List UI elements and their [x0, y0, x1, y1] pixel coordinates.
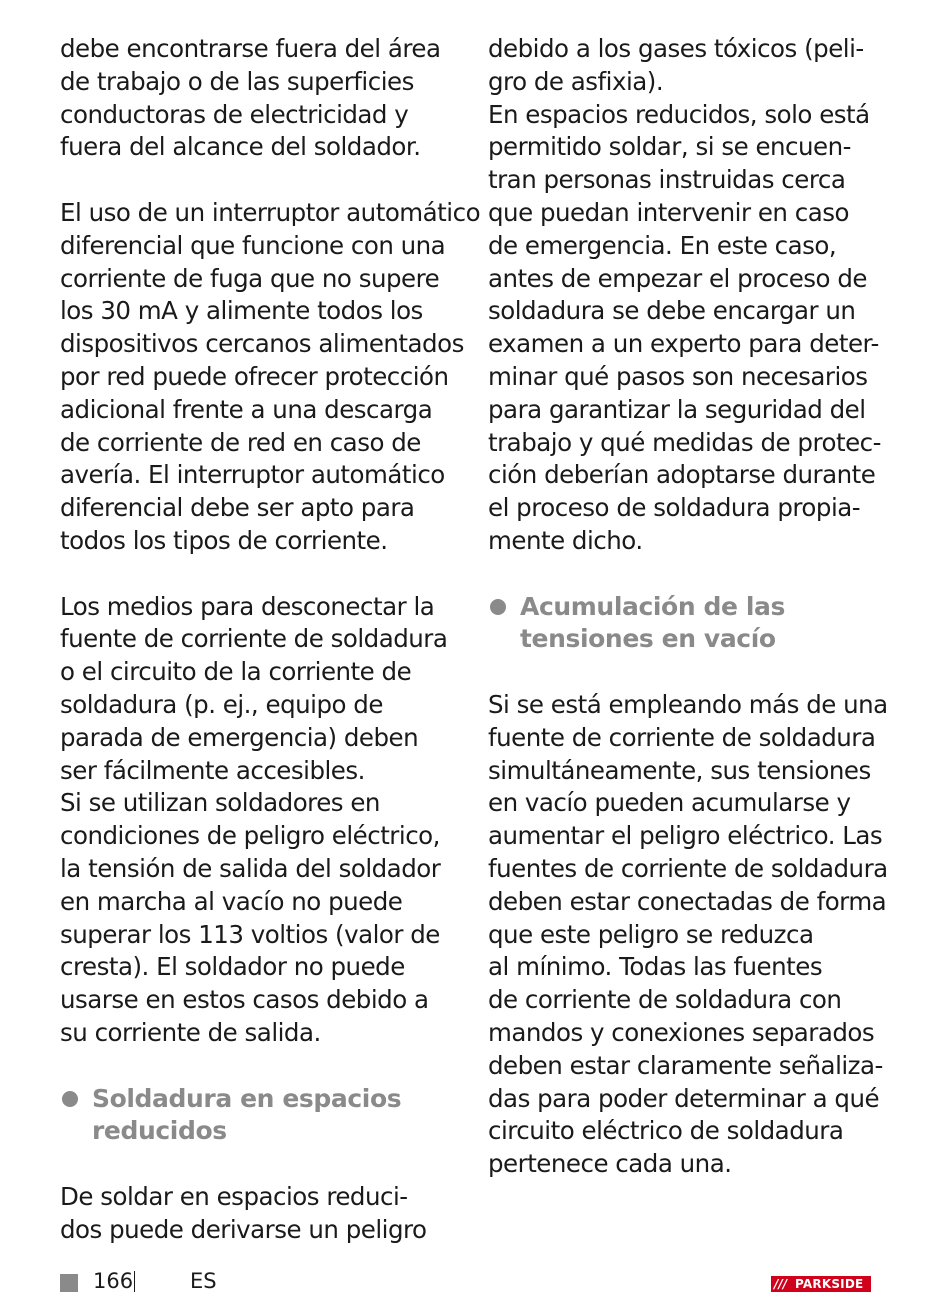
bullet-icon	[490, 599, 506, 615]
text-line: el proceso de soldadura propia-	[488, 493, 861, 523]
text-line: usarse en estos casos debido a	[60, 985, 429, 1015]
text-line: avería. El interruptor automático	[60, 460, 445, 490]
text-line: conductoras de electricidad y	[60, 99, 409, 129]
text-line: los 30 mA y alimente todos los	[60, 296, 423, 326]
text-line: soldadura (p. ej., equipo de	[60, 689, 383, 719]
text-line: que este peligro se reduzca	[488, 919, 814, 949]
bullet-icon	[62, 1091, 78, 1107]
text-line: permitido soldar, si se encuen-	[488, 132, 851, 162]
text-line: fuentes de corriente de soldadura	[488, 853, 888, 883]
paragraph	[60, 197, 480, 558]
paragraph	[488, 33, 898, 558]
text-line: En espacios reducidos, solo está	[488, 99, 870, 129]
text-line: diferencial debe ser apto para	[60, 493, 415, 523]
heading-line: Soldadura en espacios	[92, 1083, 402, 1113]
paragraph-gap	[488, 558, 898, 591]
text-line: De soldar en espacios reduci-	[60, 1181, 408, 1211]
text-line: mente dicho.	[488, 525, 643, 555]
right-column	[488, 33, 898, 1181]
text-line: Si se está empleando más de una	[488, 689, 888, 719]
text-line: de emergencia. En este caso,	[488, 230, 837, 260]
text-line: fuente de corriente de soldadura	[60, 624, 448, 654]
text-line: gro de asfixia).	[488, 66, 664, 96]
page-footer	[0, 1268, 950, 1298]
text-line: por red puede ofrecer protección	[60, 361, 449, 391]
text-line: debido a los gases tóxicos (peli-	[488, 34, 864, 63]
left-column	[60, 33, 480, 1246]
text-line: todos los tipos de corriente.	[60, 525, 388, 555]
paragraph	[60, 33, 480, 164]
text-line: antes de empezar el proceso de	[488, 263, 867, 293]
paragraph-gap	[60, 558, 480, 591]
text-line: aumentar el peligro eléctrico. Las	[488, 821, 883, 851]
text-line: la tensión de salida del soldador	[60, 853, 441, 883]
text-line: al mínimo. Todas las fuentes	[488, 952, 823, 982]
text-line: dos puede derivarse un peligro	[60, 1214, 427, 1244]
text-line: trabajo y qué medidas de protec-	[488, 427, 881, 457]
text-line: fuente de corriente de soldadura	[488, 722, 876, 752]
language-code: ES	[190, 1269, 217, 1293]
text-line: superar los 113 voltios (valor de	[60, 919, 440, 949]
logo-stripes-icon: ///	[774, 1277, 788, 1291]
paragraph-gap	[60, 164, 480, 197]
text-line: Si se utilizan soldadores en	[60, 788, 380, 818]
text-line: circuito eléctrico de soldadura	[488, 1116, 844, 1146]
heading-line: reducidos	[92, 1116, 227, 1146]
text-line: condiciones de peligro eléctrico,	[60, 821, 440, 851]
text-line: o el circuito de la corriente de	[60, 657, 412, 687]
text-line: cresta). El soldador no puede	[60, 952, 405, 982]
text-line: minar qué pasos son necesarios	[488, 361, 868, 391]
paragraph	[60, 1181, 480, 1247]
text-line: su corriente de salida.	[60, 1017, 321, 1047]
text-line: que puedan intervenir en caso	[488, 197, 849, 227]
page-marker-square	[60, 1274, 78, 1292]
text-line: de corriente de red en caso de	[60, 427, 421, 457]
text-line: deben estar conectadas de forma	[488, 886, 887, 916]
text-line: das para poder determinar a qué	[488, 1083, 880, 1113]
paragraph	[60, 591, 480, 1050]
text-line: tran personas instruidas cerca	[488, 165, 846, 195]
section-heading	[488, 591, 898, 657]
text-line: pertenece cada una.	[488, 1149, 732, 1179]
paragraph-gap	[488, 656, 898, 689]
text-line: soldadura se debe encargar un	[488, 296, 856, 326]
logo-brand-name: PARKSIDE	[795, 1277, 864, 1291]
text-line: simultáneamente, sus tensiones	[488, 755, 871, 785]
text-line: de trabajo o de las superficies	[60, 66, 414, 96]
text-line: Los medios para desconectar la	[60, 591, 435, 621]
text-line: fuera del alcance del soldador.	[60, 132, 421, 162]
text-line: ción deberían adoptarse durante	[488, 460, 876, 490]
text-line: parada de emergencia) deben	[60, 722, 419, 752]
paragraph-gap	[60, 1050, 480, 1083]
text-line: debe encontrarse fuera del área	[60, 34, 441, 63]
text-line: adicional frente a una descarga	[60, 394, 433, 424]
parkside-logo	[771, 1276, 871, 1292]
section-heading	[60, 1083, 480, 1149]
text-line: mandos y conexiones separados	[488, 1017, 875, 1047]
text-line: deben estar claramente señaliza-	[488, 1050, 883, 1080]
text-line: en vacío pueden acumularse y	[488, 788, 851, 818]
text-line: para garantizar la seguridad del	[488, 394, 866, 424]
paragraph-gap	[60, 1148, 480, 1181]
text-line: corriente de fuga que no supere	[60, 263, 440, 293]
text-line: diferencial que funcione con una	[60, 230, 446, 260]
page-number: 166	[93, 1269, 134, 1293]
heading-line: tensiones en vacío	[520, 624, 776, 654]
heading-line: Acumulación de las	[520, 591, 785, 621]
paragraph	[488, 689, 898, 1181]
text-line: de corriente de soldadura con	[488, 985, 842, 1015]
text-line: El uso de un interruptor automático	[60, 197, 481, 227]
text-line: examen a un experto para deter-	[488, 329, 879, 359]
page-number-separator	[134, 1271, 135, 1292]
text-line: dispositivos cercanos alimentados	[60, 329, 464, 359]
text-line: ser fácilmente accesibles.	[60, 755, 365, 785]
text-line: en marcha al vacío no puede	[60, 886, 403, 916]
